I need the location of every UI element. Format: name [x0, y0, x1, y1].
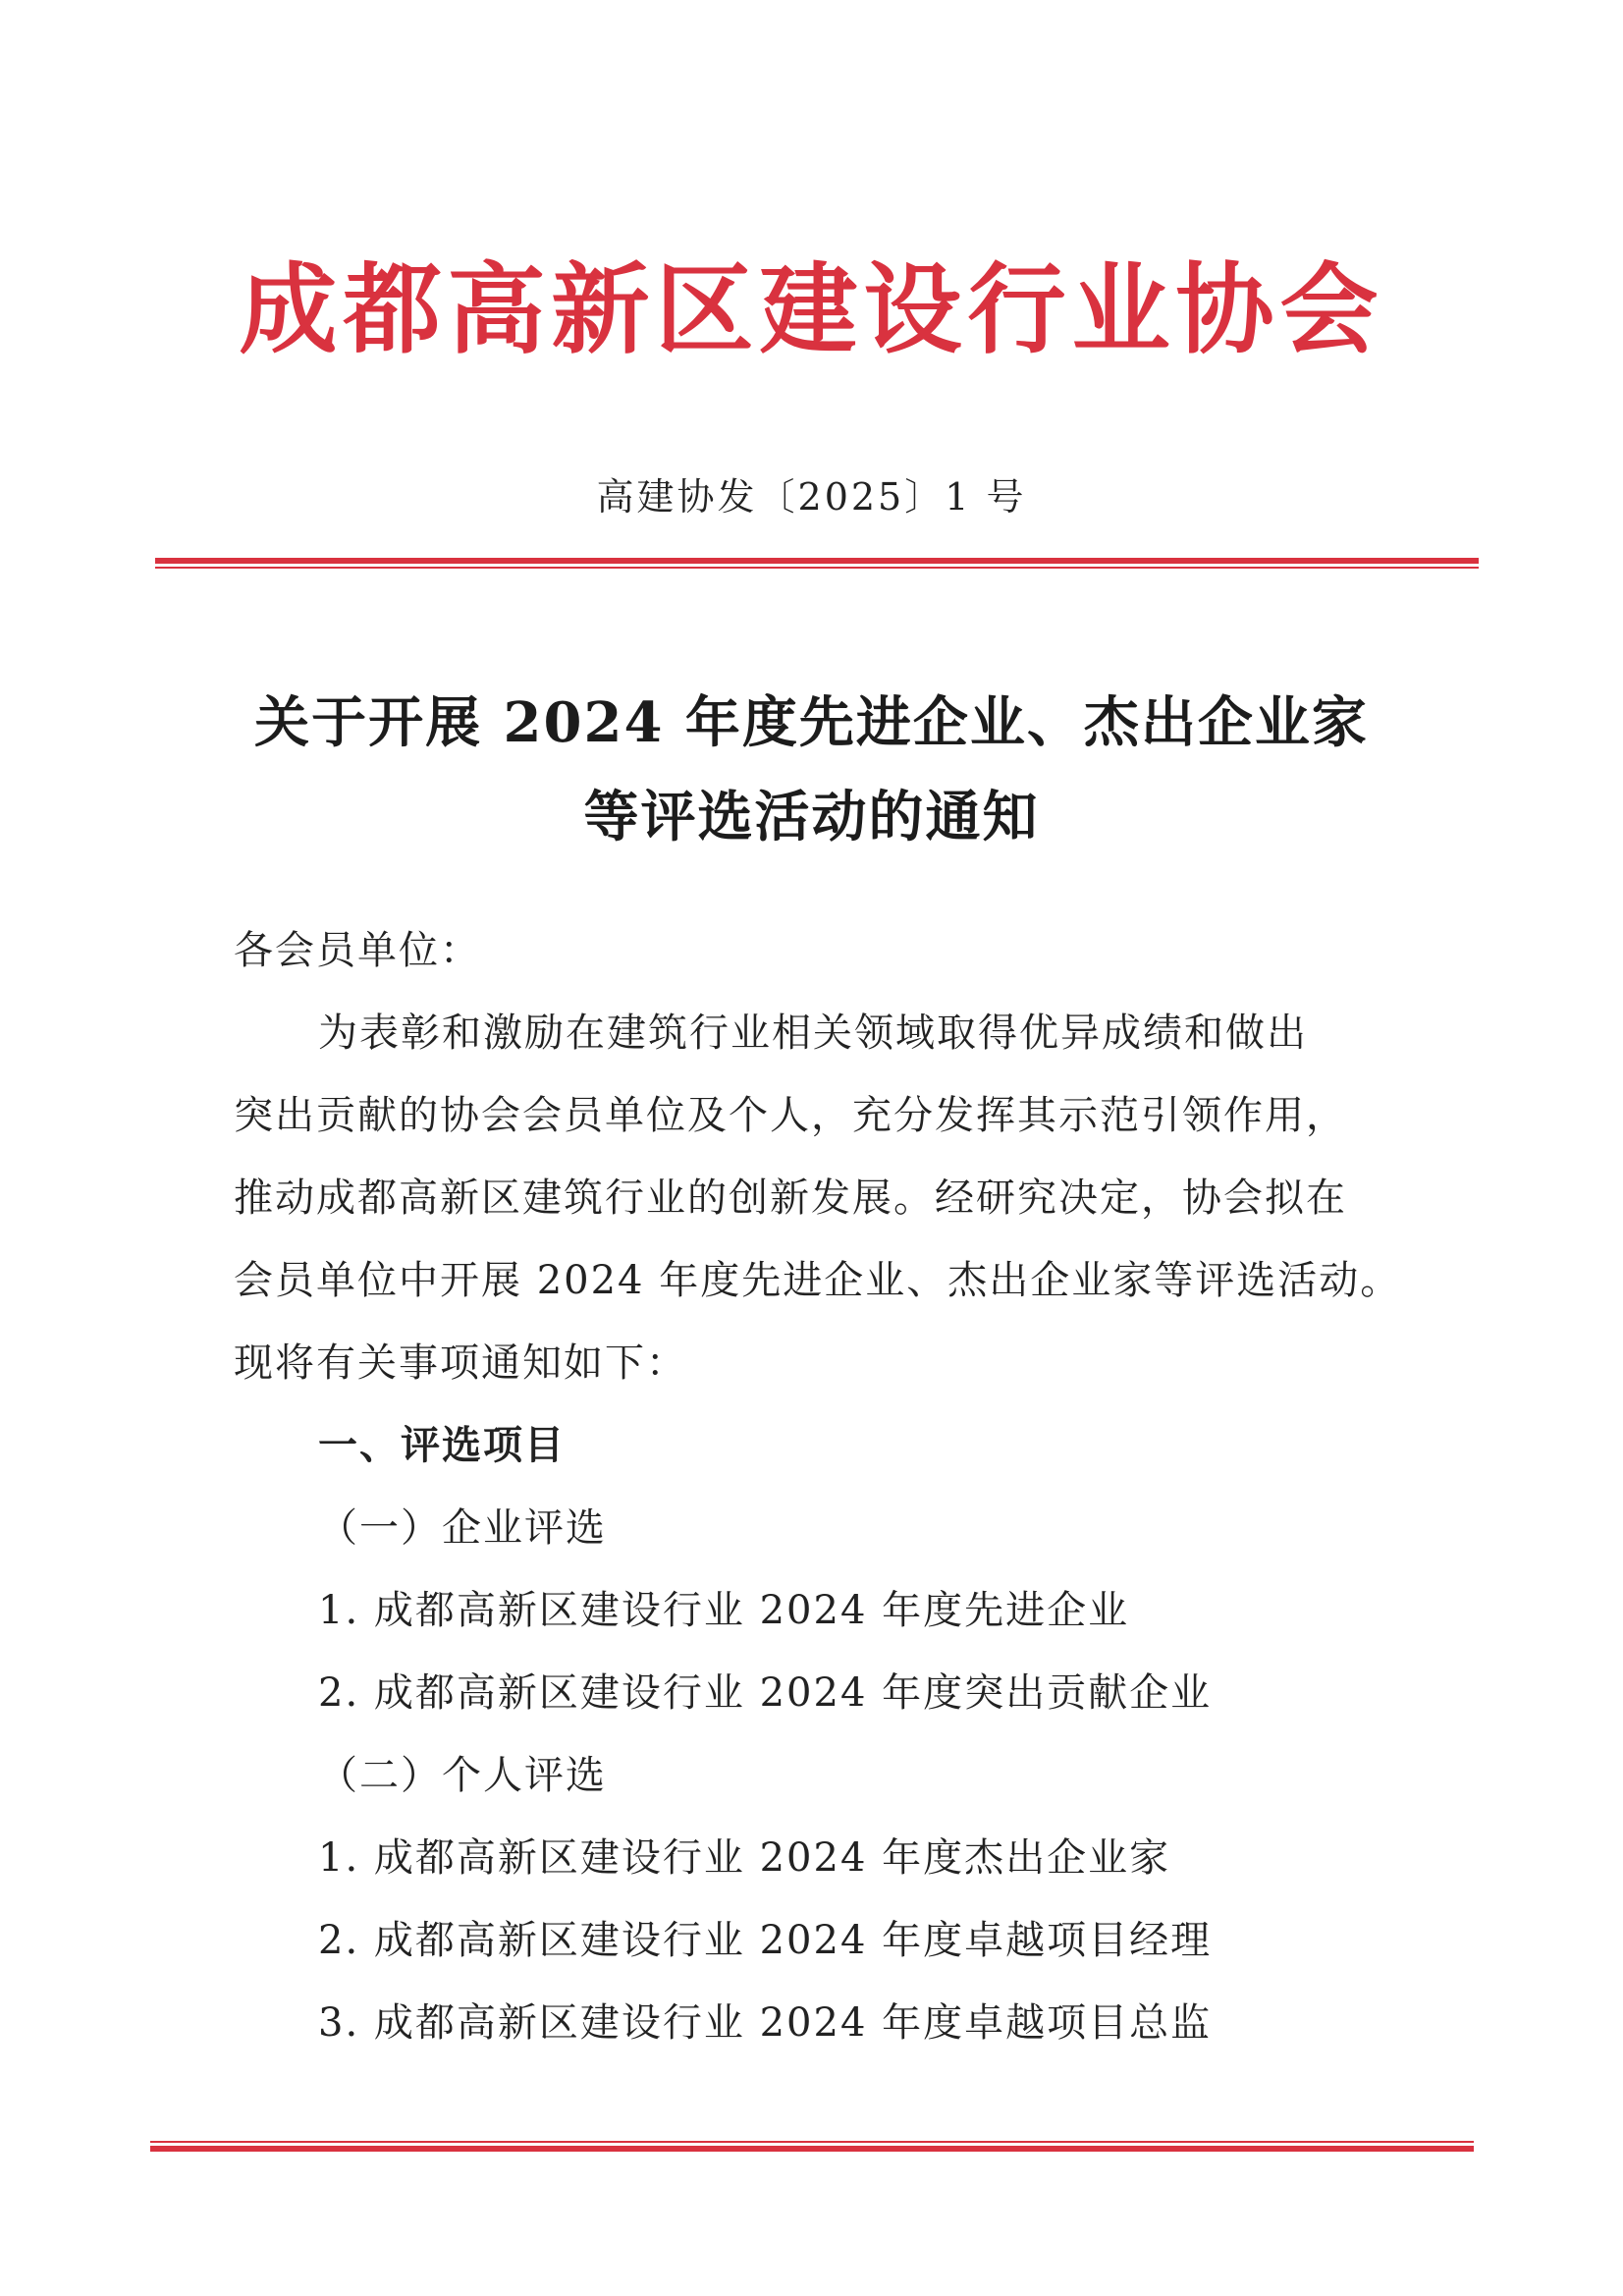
paragraph-line: 突出贡献的协会会员单位及个人，充分发挥其示范引领作用， — [234, 1093, 1347, 1138]
list-item: 2. 成都高新区建设行业 2024 年度突出贡献企业 — [318, 1670, 1213, 1716]
paragraph-line: 为表彰和激励在建筑行业相关领域取得优异成绩和做出 — [318, 1011, 1308, 1056]
list-item: 1. 成都高新区建设行业 2024 年度先进企业 — [318, 1588, 1130, 1633]
document-number: 高建协发〔2025〕1 号 — [596, 475, 1027, 519]
bottom-divider — [150, 2141, 1474, 2152]
section-heading: 一、评选项目 — [318, 1423, 566, 1468]
paragraph-line: 推动成都高新区建筑行业的创新发展。经研究决定，协会拟在 — [234, 1175, 1347, 1221]
salutation: 各会员单位： — [234, 928, 481, 973]
list-item: 1. 成都高新区建设行业 2024 年度杰出企业家 — [318, 1835, 1171, 1881]
list-item: 3. 成都高新区建设行业 2024 年度卓越项目总监 — [318, 2000, 1213, 2046]
subsection-heading: （一）企业评选 — [318, 1505, 607, 1551]
top-divider — [155, 558, 1479, 569]
organization-letterhead: 成都高新区建设行业协会 — [239, 251, 1384, 367]
paragraph-line: 现将有关事项通知如下： — [234, 1340, 687, 1386]
notice-body — [234, 909, 1402, 2064]
notice-title — [0, 676, 1623, 864]
subsection-heading: （二）个人评选 — [318, 1753, 607, 1798]
notice-title-line-1: 关于开展 2024 年度先进企业、杰出企业家 — [254, 690, 1369, 755]
paragraph-line: 会员单位中开展 2024 年度先进企业、杰出企业家等评选活动。 — [234, 1258, 1402, 1303]
notice-title-line-2: 等评选活动的通知 — [583, 785, 1040, 849]
list-item: 2. 成都高新区建设行业 2024 年度卓越项目经理 — [318, 1918, 1213, 1963]
